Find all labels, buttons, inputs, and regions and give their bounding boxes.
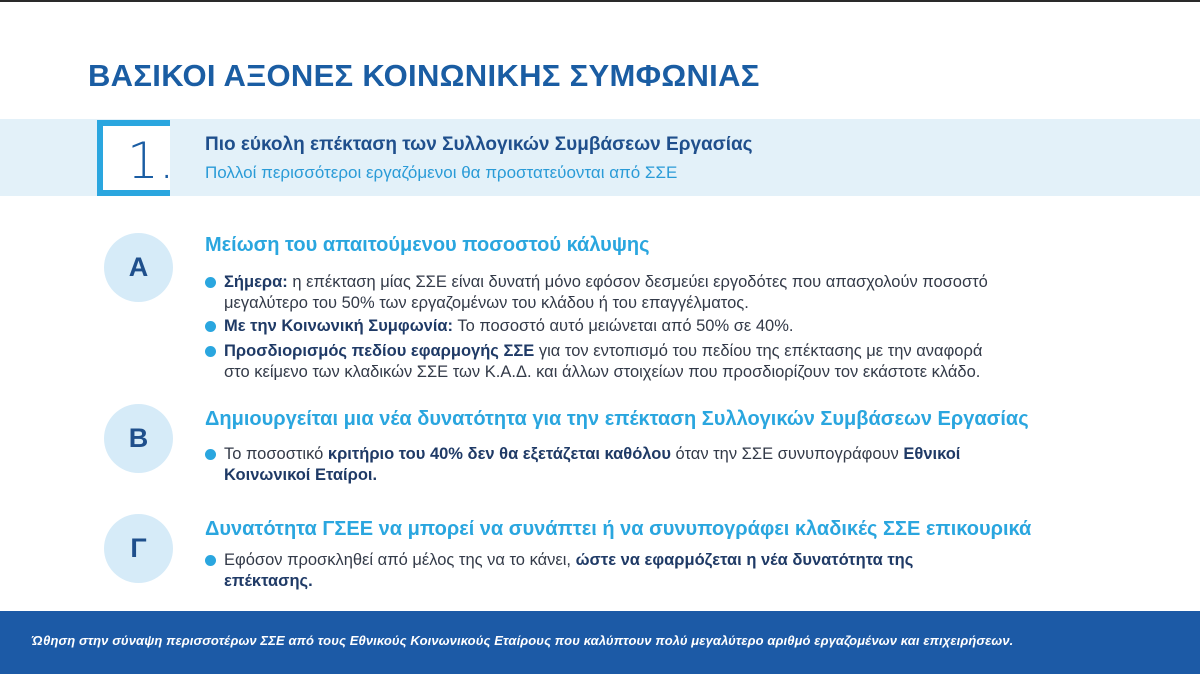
bullet-text: Προσδιορισμός πεδίου εφαρμογής ΣΣΕ για τον εντοπισμό του πεδίου της επέκτασης με την αναφορά (224, 342, 983, 360)
bullet-text-continuation: επέκτασης. (224, 572, 313, 590)
bullet-text: Σήμερα: η επέκταση μίας ΣΣΕ είναι δυνατή μόνο εφόσον δεσμεύει εργοδότες που απασχολούν ποσοστό (224, 273, 988, 291)
section-b-heading: Δημιουργείται μια νέα δυνατότητα για την επέκταση Συλλογικών Συμβάσεων Εργασίας (205, 408, 1029, 430)
bullet-dot-icon (205, 277, 216, 288)
bullet-text: Εφόσον προσκληθεί από μέλος της να το κάνει, ώστε να εφαρμόζεται η νέα δυνατότητα της (224, 551, 914, 569)
section-c-badge: Γ (104, 514, 173, 583)
bullet-dot-icon (205, 346, 216, 357)
bullet-text-continuation: Κοινωνικοί Εταίροι. (224, 466, 378, 484)
section-a-badge: Α (104, 233, 173, 302)
bullet-dot-icon (205, 449, 216, 460)
band-subheading: Πολλοί περισσότεροι εργαζόμενοι θα προστατεύονται από ΣΣΕ (205, 163, 678, 182)
band-heading: Πιο εύκολη επέκταση των Συλλογικών Συμβάσεων Εργασίας (205, 134, 753, 155)
bullet-text: Το ποσοστικό κριτήριο του 40% δεν θα εξετάζεται καθόλου όταν την ΣΣΕ συνυπογράφουν Εθνικοί (224, 445, 961, 463)
bullet-dot-icon (205, 321, 216, 332)
bullet-text: Με την Κοινωνική Συμφωνία: Το ποσοστό αυτό μειώνεται από 50% σε 40%. (224, 317, 794, 335)
section-b-badge: Β (104, 404, 173, 473)
number-bracket (97, 120, 175, 196)
bullet-text-continuation: στο κείμενο των κλαδικών ΣΣΕ των Κ.Α.Δ. και άλλων στοιχείων που προσδιορίζουν τον εκάστοτε κλάδο. (224, 363, 981, 381)
top-rule (0, 0, 1200, 2)
section-a-heading: Μείωση του απαιτούμενου ποσοστού κάλυψης (205, 234, 650, 256)
section-number: 1. (127, 132, 175, 190)
page-title: ΒΑΣΙΚΟΙ ΑΞΟΝΕΣ ΚΟΙΝΩΝΙΚΗΣ ΣΥΜΦΩΝΙΑΣ (88, 58, 760, 93)
section-c-heading: Δυνατότητα ΓΣΕΕ να μπορεί να συνάπτει ή να συνυπογράφει κλαδικές ΣΣΕ επικουρικά (205, 518, 1032, 540)
bullet-text-continuation: μεγαλύτερο του 50% των εργαζομένων του κλάδου ή του επαγγέλματος. (224, 294, 749, 312)
footer-text: Ώθηση στην σύναψη περισσοτέρων ΣΣΕ από τους Εθνικούς Κοινωνικούς Εταίρους που καλύπτουν πολύ μεγαλύτερο αριθμό εργαζομένων και επιχειρήσεων. (32, 633, 1014, 648)
footer-banner (0, 611, 1200, 674)
bullet-dot-icon (205, 555, 216, 566)
highlight-band (0, 119, 1200, 196)
